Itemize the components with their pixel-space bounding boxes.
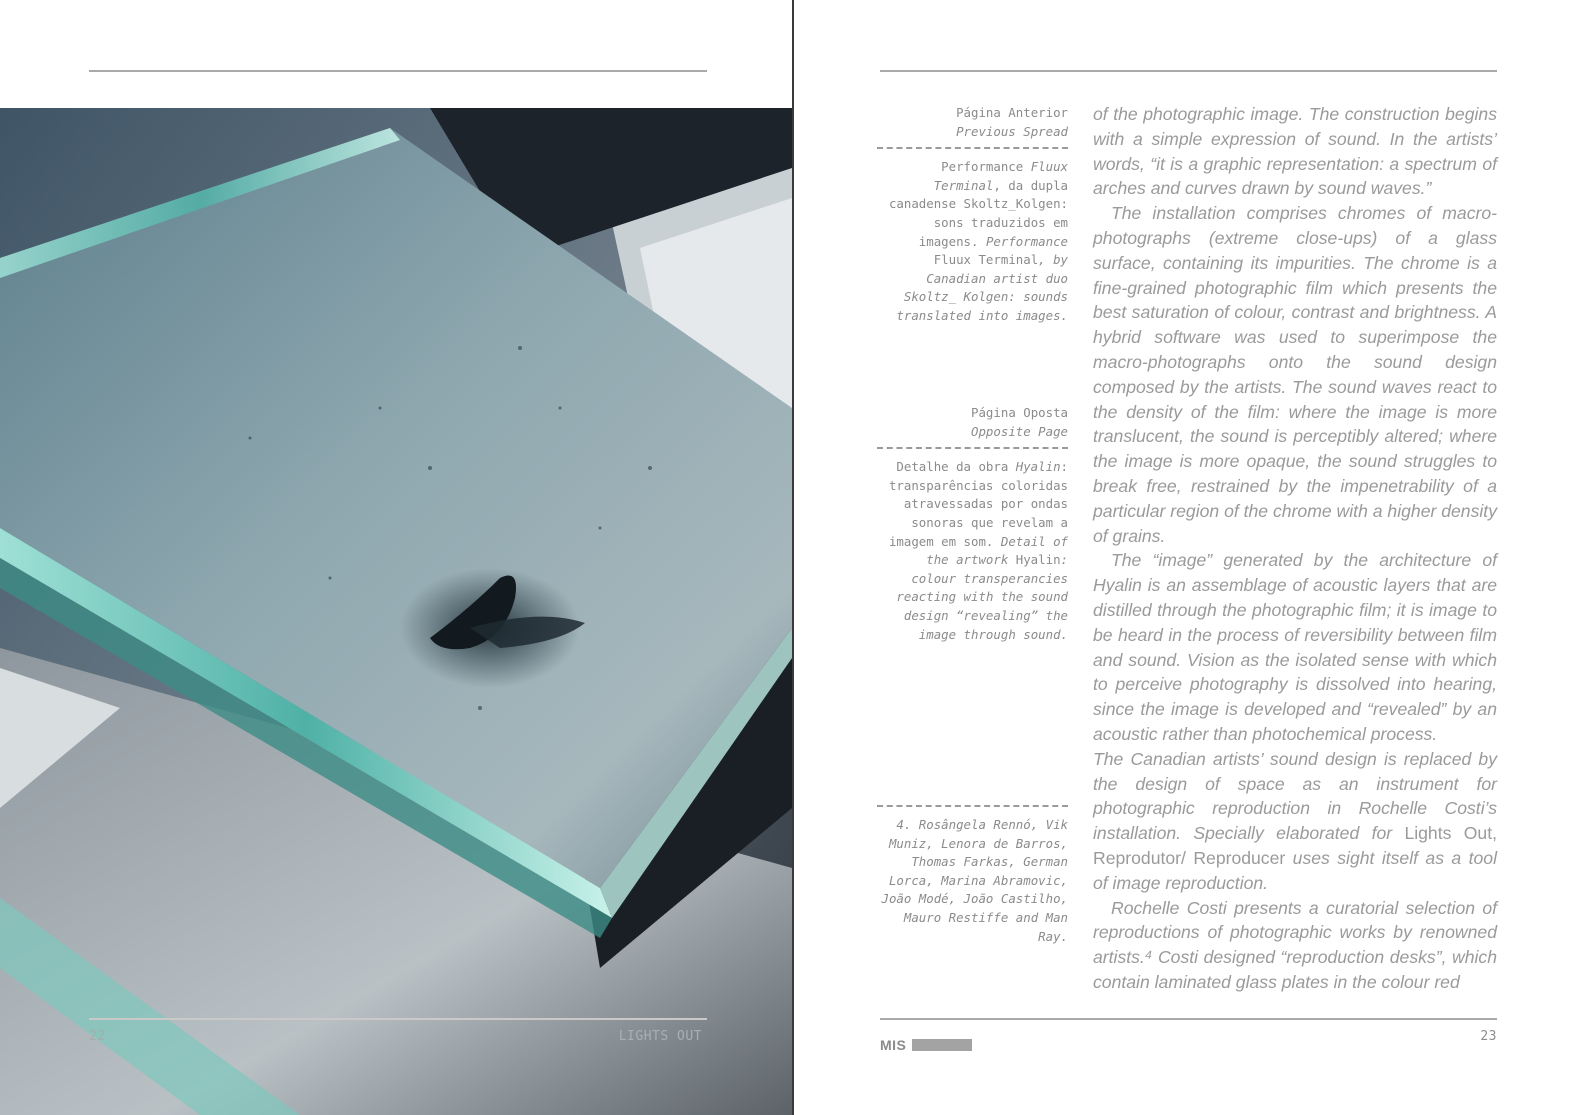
footnote-text: 4. Rosângela Rennó, Vik Muniz, Lenora de Barros, Thomas Farkas, German Lorca, Marina Abramovic, João Modé, João Castilho, Mauro Restiffe and Man Ray. xyxy=(881,817,1068,944)
page-gutter xyxy=(792,0,794,1115)
caption-label-en: Opposite Page xyxy=(971,423,1068,439)
body-paragraph-4: The Canadian artists’ sound design is replaced by the design of space as an instrument for photographic reproduction in Rochelle Costi’s installation. Specially elaborated for Lights Out, Reprodutor/ Reproducer uses sight itself as a tool of image reproduction. xyxy=(1093,748,1497,893)
caption-label-en: Previous Spread xyxy=(956,123,1068,139)
top-rule-left xyxy=(89,70,707,72)
body-paragraph-2: The installation comprises chromes of macro-photographs (extreme close-ups) of a glass surface, containing its impurities. The chrome is a fine-grained photographic film which presents the best saturation of colour, contrast and brightness. A hybrid software was used to superimpose the macro-photographs onto the sound design composed by the artists. The sound waves react to the density of the film: where the image is more translucent, the sound is perceptibly altered; where the image is more opaque, the sound struggles to break free, restrained by the impenetrability of a particular region of the chrome with a higher density of grains. xyxy=(1093,203,1497,546)
caption-label-pt: Página Oposta xyxy=(971,405,1068,420)
body-paragraph-3: The “image” generated by the architecture of Hyalin is an assemblage of acoustic layers that are distilled through the photographic film; it is image to be heard in the process of reversibility between film and sound. Vision as the isolated sense with which to perceive photography is dissolved into hearing, since the image is developed and “revealed” by an acoustic rather than photochemical process. xyxy=(1093,550,1497,744)
caption-previous-spread xyxy=(877,104,1068,326)
bottom-rule-left xyxy=(89,1018,707,1020)
glass-plate-photo xyxy=(0,108,792,1115)
dashed-divider xyxy=(877,147,1068,149)
top-rule-right xyxy=(880,70,1497,72)
mis-logo-bar xyxy=(912,1039,972,1051)
body-text xyxy=(1093,102,1497,995)
mis-logo-text: MIS xyxy=(880,1037,907,1053)
mis-logo xyxy=(880,1037,972,1053)
footnote xyxy=(877,805,1068,946)
caption-text-opposite: Detalhe da obra Hyalin: transparências coloridas atravessadas por ondas sonoras que revelam a imagem em som. Detail of the artwork Hyalin: colour transperancies reacting with the sound design “revealing” the image through sound. xyxy=(888,459,1068,642)
running-title: LIGHTS OUT xyxy=(618,1029,702,1044)
page-number-left: 22 xyxy=(89,1029,106,1044)
caption-label-pt: Página Anterior xyxy=(956,105,1068,120)
dashed-divider xyxy=(877,447,1068,449)
page-number-right: 23 xyxy=(1480,1029,1497,1044)
body-paragraph-5: Rochelle Costi presents a curatorial selection of reproductions of photographic works by renowned artists.⁴ Costi designed “reproduction desks”, which contain laminated glass plates in the colour red xyxy=(1093,897,1497,992)
dashed-divider xyxy=(877,805,1068,807)
caption-text-previous: Performance Fluux Terminal, da dupla canadense Skoltz_Kolgen: sons traduzidos em imagens. Performance Fluux Terminal, by Canadian artist duo Skoltz_ Kolgen: sounds translated into images. xyxy=(888,159,1068,323)
body-paragraph-1: of the photographic image. The construction begins with a simple expression of sound. In the artists’ words, “it is a graphic representation: a spectrum of arches and curves drawn by sound waves.” xyxy=(1093,104,1497,199)
caption-opposite-page xyxy=(877,404,1068,644)
bottom-rule-right xyxy=(880,1018,1497,1020)
